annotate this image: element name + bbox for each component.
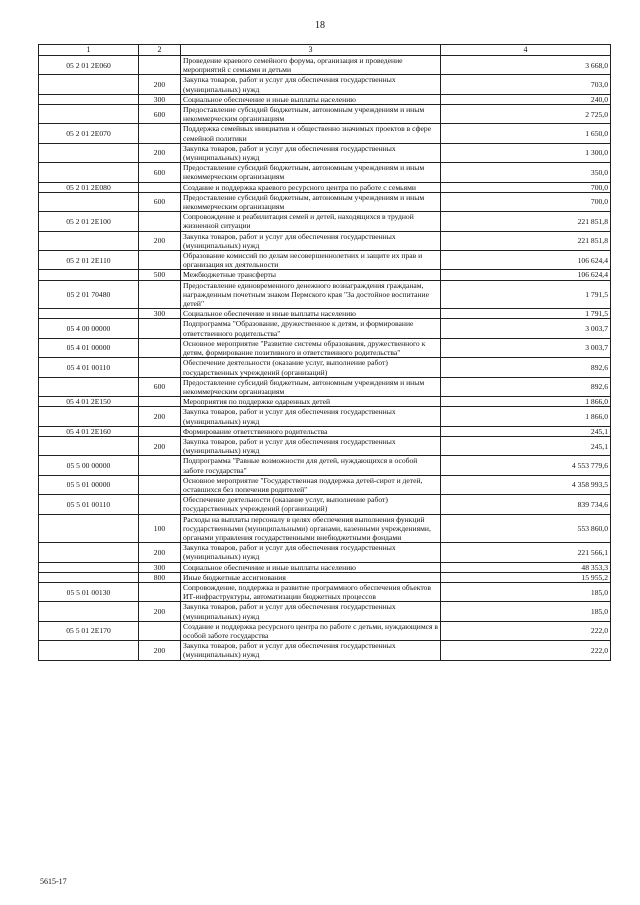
expense-type-cell xyxy=(139,456,181,475)
expense-type-cell xyxy=(139,426,181,436)
table-row xyxy=(39,192,611,211)
amount-cell: 15 955,2 xyxy=(441,572,611,582)
item-name-cell: Предоставление субсидий бюджетным, автономным учреждениям и иным некоммерческим организациям xyxy=(181,377,441,396)
code-cell xyxy=(39,602,139,621)
expense-type-cell: 200 xyxy=(139,436,181,455)
code-cell xyxy=(39,377,139,396)
expense-type-cell xyxy=(139,319,181,338)
code-cell xyxy=(39,572,139,582)
expense-type-cell xyxy=(139,338,181,357)
code-cell xyxy=(39,514,139,543)
column-header-1: 1 xyxy=(39,45,139,56)
item-name-cell: Предоставление субсидий бюджетным, автономным учреждениям и иным некоммерческим организациям xyxy=(181,192,441,211)
table-row xyxy=(39,436,611,455)
table-row xyxy=(39,456,611,475)
table-row xyxy=(39,270,611,280)
code-cell: 05 5 00 00000 xyxy=(39,456,139,475)
expense-type-cell xyxy=(139,358,181,377)
table-row xyxy=(39,56,611,75)
code-cell: 05 5 01 00110 xyxy=(39,495,139,514)
code-cell xyxy=(39,641,139,660)
amount-cell: 3 003,7 xyxy=(441,319,611,338)
code-cell xyxy=(39,270,139,280)
table-row xyxy=(39,94,611,104)
expense-type-cell xyxy=(139,280,181,309)
amount-cell: 106 624,4 xyxy=(441,270,611,280)
code-cell xyxy=(39,436,139,455)
amount-cell: 185,0 xyxy=(441,582,611,601)
code-cell xyxy=(39,143,139,162)
table-row xyxy=(39,602,611,621)
item-name-cell: Подпрограмма "Образование, дружественное к детям, и формирование ответственного родительства" xyxy=(181,319,441,338)
expense-type-cell: 200 xyxy=(139,602,181,621)
amount-cell: 553 860,0 xyxy=(441,514,611,543)
code-cell: 05 4 01 00110 xyxy=(39,358,139,377)
amount-cell: 185,0 xyxy=(441,602,611,621)
table-row xyxy=(39,514,611,543)
amount-cell: 221 566,1 xyxy=(441,543,611,562)
table-row xyxy=(39,182,611,192)
item-name-cell: Расходы на выплаты персоналу в целях обеспечения выполнения функций государственными (муниципальными) органами, казенными учреждениями, органами управления государственными внебюджетными фондами xyxy=(181,514,441,543)
budget-table xyxy=(38,44,611,661)
table-row xyxy=(39,143,611,162)
item-name-cell: Основное мероприятие "Развитие системы образования, дружественного к детям, формирование позитивного и ответственного родительства" xyxy=(181,338,441,357)
code-cell xyxy=(39,562,139,572)
code-cell xyxy=(39,105,139,124)
amount-cell: 839 734,6 xyxy=(441,495,611,514)
amount-cell: 4 553 779,6 xyxy=(441,456,611,475)
item-name-cell: Социальное обеспечение и иные выплаты населению xyxy=(181,562,441,572)
code-cell: 05 2 01 2E070 xyxy=(39,124,139,143)
table-row xyxy=(39,212,611,231)
amount-cell: 48 353,3 xyxy=(441,562,611,572)
amount-cell: 106 624,4 xyxy=(441,251,611,270)
item-name-cell: Сопровождение, поддержка и развитие программного обеспечения объектов ИТ-инфраструктуры, автоматизации бюджетных процессов xyxy=(181,582,441,601)
amount-cell: 245,1 xyxy=(441,426,611,436)
code-cell: 05 5 01 00000 xyxy=(39,475,139,494)
item-name-cell: Обеспечение деятельности (оказание услуг, выполнение работ) государственных учреждений (организаций) xyxy=(181,495,441,514)
expense-type-cell: 200 xyxy=(139,143,181,162)
item-name-cell: Создание и поддержка ресурсного центра по работе с детьми, нуждающимся в особой заботе государства xyxy=(181,621,441,640)
amount-cell: 1 300,0 xyxy=(441,143,611,162)
amount-cell: 4 358 993,5 xyxy=(441,475,611,494)
item-name-cell: Создание и поддержка краевого ресурсного центра по работе с семьями xyxy=(181,182,441,192)
amount-cell: 245,1 xyxy=(441,436,611,455)
amount-cell: 222,0 xyxy=(441,621,611,640)
table-row xyxy=(39,231,611,250)
table-row xyxy=(39,407,611,426)
expense-type-cell: 600 xyxy=(139,377,181,396)
amount-cell: 700,0 xyxy=(441,182,611,192)
item-name-cell: Подпрограмма "Равные возможности для детей, нуждающихся в особой заботе государства" xyxy=(181,456,441,475)
item-name-cell: Закупка товаров, работ и услуг для обеспечения государственных (муниципальных) нужд xyxy=(181,641,441,660)
code-cell xyxy=(39,407,139,426)
table-row xyxy=(39,251,611,270)
code-cell: 05 4 01 2E160 xyxy=(39,426,139,436)
page-number: 18 xyxy=(315,20,325,31)
expense-type-cell: 300 xyxy=(139,309,181,319)
expense-type-cell: 600 xyxy=(139,192,181,211)
expense-type-cell: 200 xyxy=(139,407,181,426)
expense-type-cell: 100 xyxy=(139,514,181,543)
table-row xyxy=(39,280,611,309)
amount-cell: 222,0 xyxy=(441,641,611,660)
amount-cell: 1 866,0 xyxy=(441,407,611,426)
item-name-cell: Закупка товаров, работ и услуг для обеспечения государственных (муниципальных) нужд xyxy=(181,407,441,426)
code-cell: 05 5 01 2E170 xyxy=(39,621,139,640)
expense-type-cell: 600 xyxy=(139,163,181,182)
table-row xyxy=(39,397,611,407)
item-name-cell: Закупка товаров, работ и услуг для обеспечения государственных (муниципальных) нужд xyxy=(181,602,441,621)
table-row xyxy=(39,377,611,396)
item-name-cell: Образование комиссий по делам несовершеннолетних и защите их прав и организация их деятельности xyxy=(181,251,441,270)
expense-type-cell: 500 xyxy=(139,270,181,280)
table-row xyxy=(39,124,611,143)
expense-type-cell xyxy=(139,251,181,270)
expense-type-cell xyxy=(139,475,181,494)
table-row xyxy=(39,319,611,338)
table-row xyxy=(39,582,611,601)
code-cell: 05 2 01 2E060 xyxy=(39,56,139,75)
item-name-cell: Социальное обеспечение и иные выплаты населению xyxy=(181,94,441,104)
table-row xyxy=(39,426,611,436)
item-name-cell: Формирование ответственного родительства xyxy=(181,426,441,436)
item-name-cell: Мероприятия по поддержке одаренных детей xyxy=(181,397,441,407)
amount-cell: 350,0 xyxy=(441,163,611,182)
amount-cell: 700,0 xyxy=(441,192,611,211)
item-name-cell: Поддержка семейных инициатив и общественно значимых проектов в сфере семейной политики xyxy=(181,124,441,143)
code-cell xyxy=(39,192,139,211)
amount-cell: 1 866,0 xyxy=(441,397,611,407)
table-row xyxy=(39,495,611,514)
amount-cell: 221 851,8 xyxy=(441,212,611,231)
code-cell: 05 4 01 2E150 xyxy=(39,397,139,407)
code-cell xyxy=(39,75,139,94)
expense-type-cell xyxy=(139,582,181,601)
expense-type-cell xyxy=(139,182,181,192)
table-row xyxy=(39,572,611,582)
column-header-3: 3 xyxy=(181,45,441,56)
column-header-4: 4 xyxy=(441,45,611,56)
column-header-2: 2 xyxy=(139,45,181,56)
item-name-cell: Проведение краевого семейного форума, организация и проведение мероприятий с семьями и детьми xyxy=(181,56,441,75)
expense-type-cell: 200 xyxy=(139,641,181,660)
footer-document-code: 5615-17 xyxy=(40,877,67,886)
code-cell: 05 2 01 70480 xyxy=(39,280,139,309)
item-name-cell: Сопровождение и реабилитация семей и детей, находящихся в трудной жизненной ситуации xyxy=(181,212,441,231)
item-name-cell: Межбюджетные трансферты xyxy=(181,270,441,280)
table-body xyxy=(39,56,611,661)
code-cell xyxy=(39,309,139,319)
code-cell xyxy=(39,231,139,250)
table-row xyxy=(39,621,611,640)
amount-cell: 892,6 xyxy=(441,377,611,396)
amount-cell: 221 851,8 xyxy=(441,231,611,250)
item-name-cell: Предоставление единовременного денежного вознаграждения гражданам, награжденным почетным знаком Пермского края "За достойное воспитание детей" xyxy=(181,280,441,309)
expense-type-cell: 300 xyxy=(139,94,181,104)
code-cell: 05 4 01 00000 xyxy=(39,338,139,357)
amount-cell: 703,0 xyxy=(441,75,611,94)
table-row xyxy=(39,358,611,377)
table-row xyxy=(39,475,611,494)
table-row xyxy=(39,338,611,357)
amount-cell: 892,6 xyxy=(441,358,611,377)
expense-type-cell: 200 xyxy=(139,543,181,562)
expense-type-cell: 200 xyxy=(139,75,181,94)
item-name-cell: Закупка товаров, работ и услуг для обеспечения государственных (муниципальных) нужд xyxy=(181,75,441,94)
code-cell xyxy=(39,543,139,562)
expense-type-cell xyxy=(139,621,181,640)
amount-cell: 240,0 xyxy=(441,94,611,104)
expense-type-cell: 600 xyxy=(139,105,181,124)
code-cell: 05 2 01 2E100 xyxy=(39,212,139,231)
item-name-cell: Основное мероприятие "Государственная поддержка детей-сирот и детей, оставшихся без попечения родителей" xyxy=(181,475,441,494)
item-name-cell: Закупка товаров, работ и услуг для обеспечения государственных (муниципальных) нужд xyxy=(181,231,441,250)
code-cell xyxy=(39,163,139,182)
table-row xyxy=(39,309,611,319)
code-cell: 05 2 01 2E110 xyxy=(39,251,139,270)
code-cell: 05 5 01 00130 xyxy=(39,582,139,601)
table-row xyxy=(39,562,611,572)
amount-cell: 1 650,0 xyxy=(441,124,611,143)
expense-type-cell xyxy=(139,397,181,407)
expense-type-cell: 300 xyxy=(139,562,181,572)
item-name-cell: Закупка товаров, работ и услуг для обеспечения государственных (муниципальных) нужд xyxy=(181,543,441,562)
expense-type-cell xyxy=(139,56,181,75)
table-row xyxy=(39,641,611,660)
table-row xyxy=(39,105,611,124)
expense-type-cell xyxy=(139,124,181,143)
amount-cell: 2 725,0 xyxy=(441,105,611,124)
amount-cell: 1 791,5 xyxy=(441,309,611,319)
item-name-cell: Социальное обеспечение и иные выплаты населению xyxy=(181,309,441,319)
expense-type-cell xyxy=(139,212,181,231)
item-name-cell: Обеспечение деятельности (оказание услуг, выполнение работ) государственных учреждений (организаций) xyxy=(181,358,441,377)
item-name-cell: Предоставление субсидий бюджетным, автономным учреждениям и иным некоммерческим организациям xyxy=(181,163,441,182)
item-name-cell: Предоставление субсидий бюджетным, автономным учреждениям и иным некоммерческим организациям xyxy=(181,105,441,124)
item-name-cell: Закупка товаров, работ и услуг для обеспечения государственных (муниципальных) нужд xyxy=(181,436,441,455)
table-row xyxy=(39,163,611,182)
expense-type-cell xyxy=(139,495,181,514)
amount-cell: 3 668,0 xyxy=(441,56,611,75)
expense-type-cell: 200 xyxy=(139,231,181,250)
amount-cell: 3 003,7 xyxy=(441,338,611,357)
table-header-row xyxy=(39,45,611,56)
expense-type-cell: 800 xyxy=(139,572,181,582)
code-cell xyxy=(39,94,139,104)
item-name-cell: Закупка товаров, работ и услуг для обеспечения государственных (муниципальных) нужд xyxy=(181,143,441,162)
code-cell: 05 4 00 00000 xyxy=(39,319,139,338)
amount-cell: 1 791,5 xyxy=(441,280,611,309)
table-row xyxy=(39,543,611,562)
item-name-cell: Иные бюджетные ассигнования xyxy=(181,572,441,582)
code-cell: 05 2 01 2E080 xyxy=(39,182,139,192)
table-row xyxy=(39,75,611,94)
